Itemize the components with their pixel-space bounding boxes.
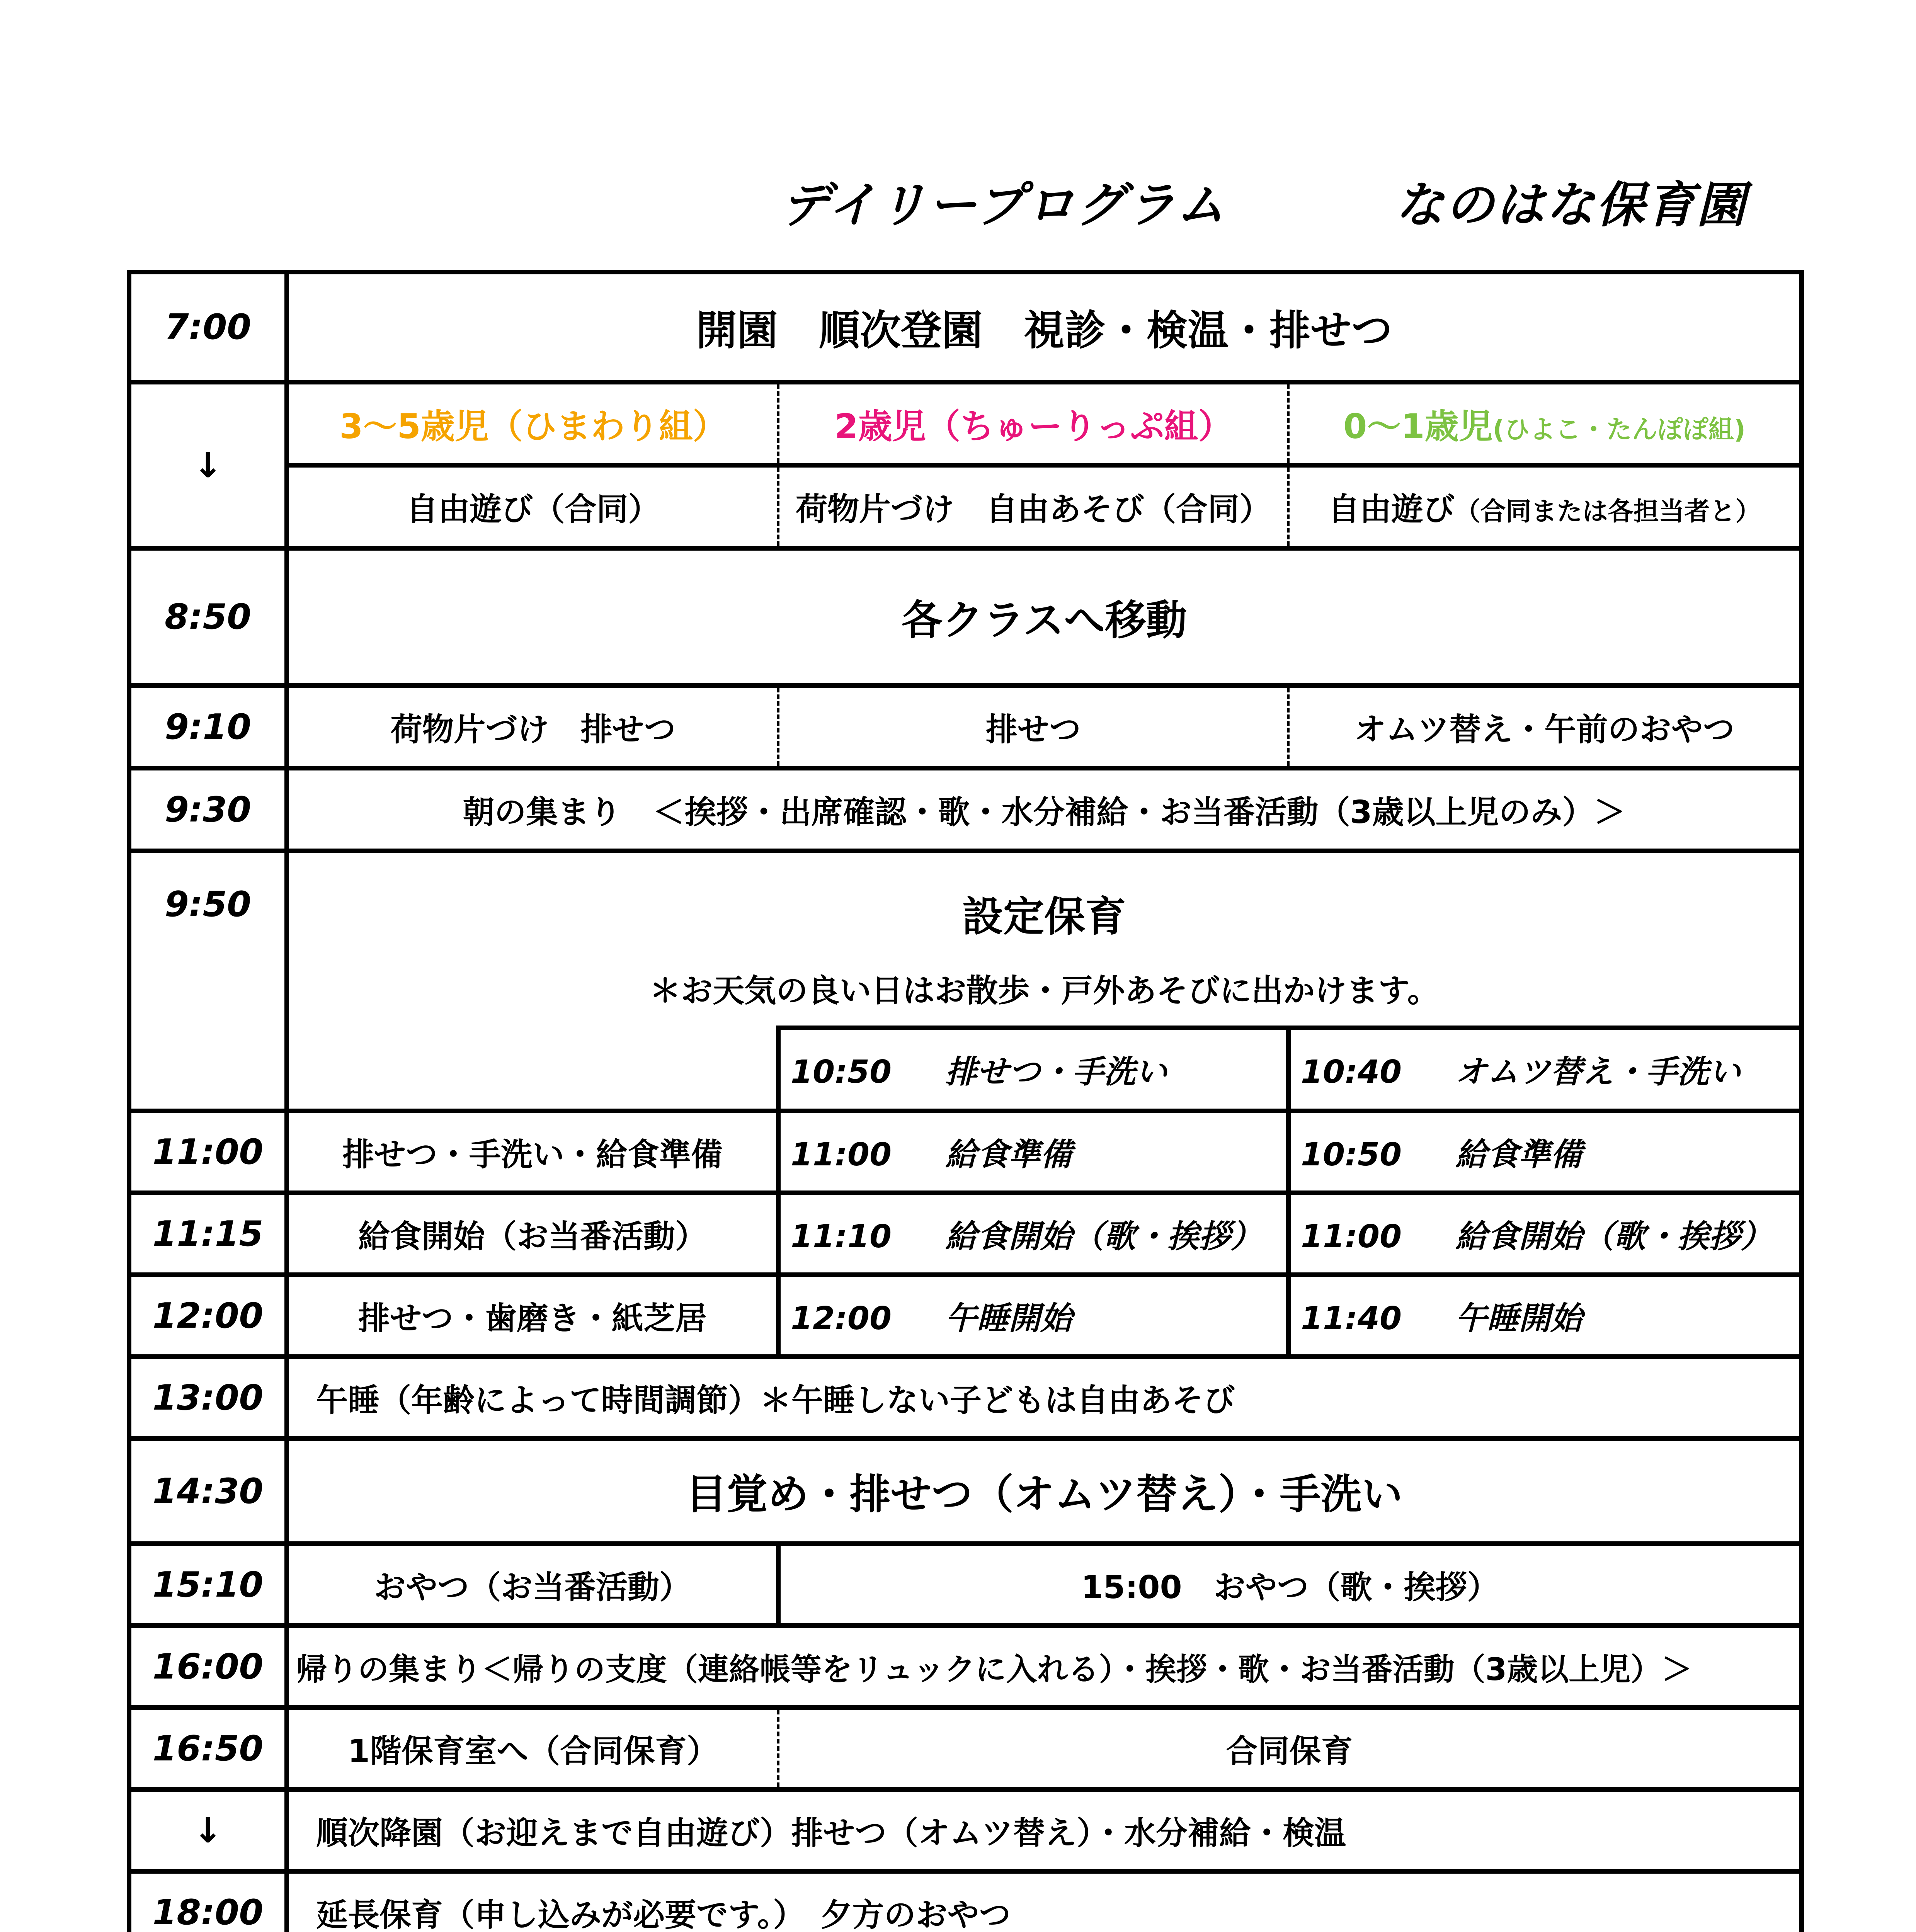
activity-2: 排せつ [778, 685, 1288, 768]
time-cell: 8:50 [129, 548, 287, 685]
activity-text: 給食準備 [1455, 1136, 1582, 1173]
activity-cell: 午睡（年齢によって時間調節）＊午睡しない子どもは自由あそび [287, 1357, 1802, 1439]
row-1430 [129, 1439, 1802, 1544]
row-pickup [129, 1789, 1802, 1871]
activity-3-5: 排せつ・歯磨き・紙芝居 [287, 1275, 778, 1357]
activity-0-2: 15:00 おやつ（歌・挨拶） [778, 1544, 1802, 1626]
activity-2 [778, 1275, 1288, 1357]
activity-cell: 朝の集まり ＜挨拶・出席確認・歌・水分補給・お当番活動（3歳以上児のみ）＞ [287, 768, 1802, 851]
activity-text: 給食開始（歌・挨拶） [945, 1218, 1262, 1255]
time-cell: 9:10 [129, 685, 287, 768]
time-text: 11:00 [791, 1136, 892, 1173]
age-group-3-5: 3～5歳児（ひまわり組） [287, 382, 778, 465]
time-cell: 12:00 [129, 1275, 287, 1357]
row-0700 [129, 272, 1802, 382]
activity-0-1 [1288, 1275, 1802, 1357]
time-cell: 9:50 [129, 851, 287, 1111]
time-text: 10:50 [1301, 1136, 1402, 1173]
time-text: 11:40 [1301, 1300, 1402, 1337]
activity-2 [778, 1193, 1288, 1275]
activity-title: 設定保育 [287, 851, 1802, 951]
row-1200 [129, 1275, 1802, 1357]
row-1800 [129, 1871, 1802, 1932]
time-cell: 11:00 [129, 1111, 287, 1193]
activity-0-1 [1288, 465, 1802, 548]
row-age-groups [129, 382, 1802, 465]
activity-cell: 順次降園（お迎えまで自由遊び）排せつ（オムツ替え）・水分補給・検温 [287, 1789, 1802, 1871]
row-free-play [129, 465, 1802, 548]
time-cell: 14:30 [129, 1439, 287, 1544]
page-title: デイリープログラム [781, 177, 1227, 233]
school-name: なのはな保育園 [1395, 177, 1747, 233]
activity-text: 午睡開始 [945, 1300, 1072, 1337]
activity-3-5: 荷物片づけ 排せつ [287, 685, 778, 768]
activity-cell: 開園 順次登園 視診・検温・排せつ [287, 272, 1802, 382]
age-group-0-1 [1288, 382, 1802, 465]
activity-text: 排せつ・手洗い [945, 1054, 1167, 1090]
activity-0-1 [1288, 1193, 1802, 1275]
time-cell: 9:30 [129, 768, 287, 851]
time-text: 11:10 [791, 1218, 892, 1255]
row-0950-times [129, 1028, 1802, 1111]
row-0950 [129, 851, 1802, 951]
activity-cell: 帰りの集まり＜帰りの支度（連絡帳等をリュックに入れる）・挨拶・歌・お当番活動（3歳以上児）＞ [287, 1626, 1802, 1708]
time-cell: 16:50 [129, 1708, 287, 1789]
activity-3-5: 排せつ・手洗い・給食準備 [287, 1111, 778, 1193]
age-group-0-1-sub: (ひよこ・たんぽぽ組) [1492, 414, 1746, 444]
activity-text: 給食開始（歌・挨拶） [1455, 1218, 1772, 1255]
activity-2 [778, 1028, 1288, 1111]
activity-cell: 各クラスへ移動 [287, 548, 1802, 685]
activity-note: ＊お天気の良い日はお散歩・戸外あそびに出かけます。 [287, 951, 1802, 1028]
activity-3-5: 自由遊び（合同） [287, 465, 778, 548]
row-1510 [129, 1544, 1802, 1626]
activity-cell: 延長保育（申し込みが必要です。） 夕方のおやつ [287, 1871, 1802, 1932]
activity-0-1 [1288, 1028, 1802, 1111]
empty-cell [287, 1028, 778, 1111]
row-0950-note [129, 951, 1802, 1028]
activity-2: 荷物片づけ 自由あそび（合同） [778, 465, 1288, 548]
time-text: 10:50 [791, 1054, 892, 1090]
time-text: 12:00 [791, 1300, 892, 1337]
activity-3-5: おやつ（お当番活動） [287, 1544, 778, 1626]
time-cell: ↓ [129, 382, 287, 548]
activity-3-5: 1階保育室へ（合同保育） [287, 1708, 778, 1789]
row-1100 [129, 1111, 1802, 1193]
age-group-2: 2歳児（ちゅーりっぷ組） [778, 382, 1288, 465]
activity-0-2: 合同保育 [778, 1708, 1802, 1789]
activity-cell: 目覚め・排せつ（オムツ替え）・手洗い [287, 1439, 1802, 1544]
time-cell: 7:00 [129, 272, 287, 382]
activity-text: オムツ替え・手洗い [1455, 1054, 1741, 1090]
time-cell: ↓ [129, 1789, 287, 1871]
row-1300 [129, 1357, 1802, 1439]
age-group-0-1-main: 0～1歳児 [1343, 406, 1493, 446]
row-1650 [129, 1708, 1802, 1789]
time-text: 10:40 [1301, 1054, 1402, 1090]
time-cell: 11:15 [129, 1193, 287, 1275]
row-0850 [129, 548, 1802, 685]
time-text: 11:00 [1301, 1218, 1402, 1255]
activity-0-1-main: 自由遊び [1328, 491, 1455, 528]
activity-2 [778, 1111, 1288, 1193]
activity-3-5: 給食開始（お当番活動） [287, 1193, 778, 1275]
activity-0-1-sub: （合同または各担当者と） [1455, 497, 1761, 526]
schedule-table [127, 270, 1804, 1932]
activity-0-1: オムツ替え・午前のおやつ [1288, 685, 1802, 768]
time-cell: 18:00 [129, 1871, 287, 1932]
row-1600 [129, 1626, 1802, 1708]
activity-text: 給食準備 [945, 1136, 1072, 1173]
row-0910 [129, 685, 1802, 768]
activity-text: 午睡開始 [1455, 1300, 1582, 1337]
activity-0-1 [1288, 1111, 1802, 1193]
time-cell: 16:00 [129, 1626, 287, 1708]
time-cell: 15:10 [129, 1544, 287, 1626]
row-1115 [129, 1193, 1802, 1275]
time-cell: 13:00 [129, 1357, 287, 1439]
row-0930 [129, 768, 1802, 851]
